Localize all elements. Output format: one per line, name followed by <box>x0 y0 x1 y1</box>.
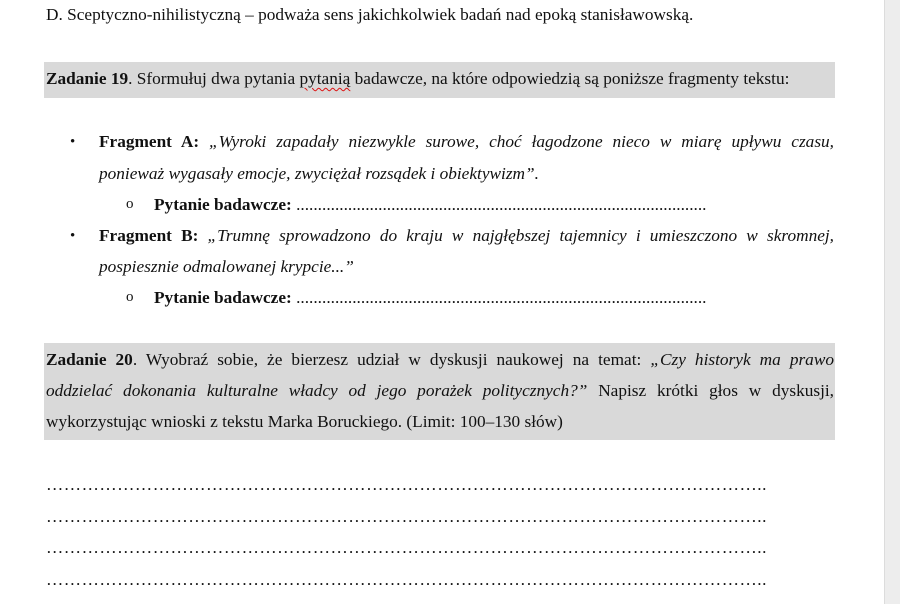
task-19-prompt <box>46 69 789 89</box>
fragment-b-line-1 <box>99 226 834 246</box>
fragment-a-quote-1: „Wyroki zapadały niezwykle surowe, choć łagodzone nieco w miarę upływu czasu, <box>199 132 835 151</box>
vertical-scrollbar[interactable] <box>884 0 900 604</box>
task-20-line-3: wykorzystując wnioski z tekstu Marka Boruckiego. (Limit: 100–130 słów) <box>46 412 563 431</box>
research-question-b <box>154 288 707 308</box>
fragment-b-line-2 <box>99 257 354 277</box>
task-19-text-a: . Sformułuj dwa pytania <box>128 69 300 88</box>
option-d-text: D. Sceptyczno-nihilistyczną – podważa sens jakichkolwiek badań nad epoką stanisławowską. <box>46 5 694 24</box>
fragment-b-label: Fragment B: <box>99 226 199 245</box>
fragment-a-line-1 <box>99 132 834 152</box>
task-20-topic-2: oddzielać dokonania kulturalne władcy od jego porażek politycznych?” <box>46 381 588 400</box>
answer-line-1[interactable]: ………………………………………………………………………………………………………….. <box>46 475 767 494</box>
circle-bullet-a: o <box>126 196 134 212</box>
research-question-a-label: Pytanie badawcze: <box>154 195 292 214</box>
research-question-b-blank: ............................................................................................... <box>291 288 707 307</box>
task-20-label: Zadanie 20 <box>46 350 133 369</box>
answer-line-4[interactable]: ………………………………………………………………………………………………………….. <box>46 570 767 589</box>
research-question-a <box>154 195 707 215</box>
task-20-line-2 <box>46 381 834 401</box>
answer-line-2[interactable]: ………………………………………………………………………………………………………….. <box>46 507 767 526</box>
fragment-b-quote-2: pospiesznie odmalowanej krypcie...” <box>99 257 354 276</box>
task-20-text-1: . Wyobraź sobie, że bierzesz udział w dyskusji naukowej na temat: <box>132 350 651 369</box>
answer-line-3[interactable]: ………………………………………………………………………………………………………….. <box>46 538 767 557</box>
task-20-text-2: Napisz krótki głos w dyskusji, <box>587 381 835 400</box>
task-19-label: Zadanie 19 <box>46 69 129 88</box>
fragment-a-label: Fragment A: <box>99 132 200 151</box>
fragment-b-quote-1: „Trumnę sprowadzono do kraju w najgłębszej tajemnicy i umieszczono w skromnej, <box>198 226 835 245</box>
task-19-text-b: badawcze, na które odpowiedzią są poniższe fragmenty tekstu: <box>350 69 790 88</box>
research-question-a-blank: ............................................................................................... <box>291 195 707 214</box>
bullet-fragment-b: • <box>70 228 76 244</box>
task-20-line-1 <box>46 350 834 370</box>
task-20-topic-1: „Czy historyk ma prawo <box>650 350 834 369</box>
fragment-a-quote-2: ponieważ wygasały emocje, zwyciężał rozsądek i obiektywizm”. <box>99 164 539 183</box>
circle-bullet-b: o <box>126 289 134 305</box>
research-question-b-label: Pytanie badawcze: <box>154 288 292 307</box>
spellcheck-flagged-word[interactable]: pytanią <box>299 69 351 88</box>
bullet-fragment-a: • <box>70 134 76 150</box>
fragment-a-line-2 <box>99 164 539 184</box>
